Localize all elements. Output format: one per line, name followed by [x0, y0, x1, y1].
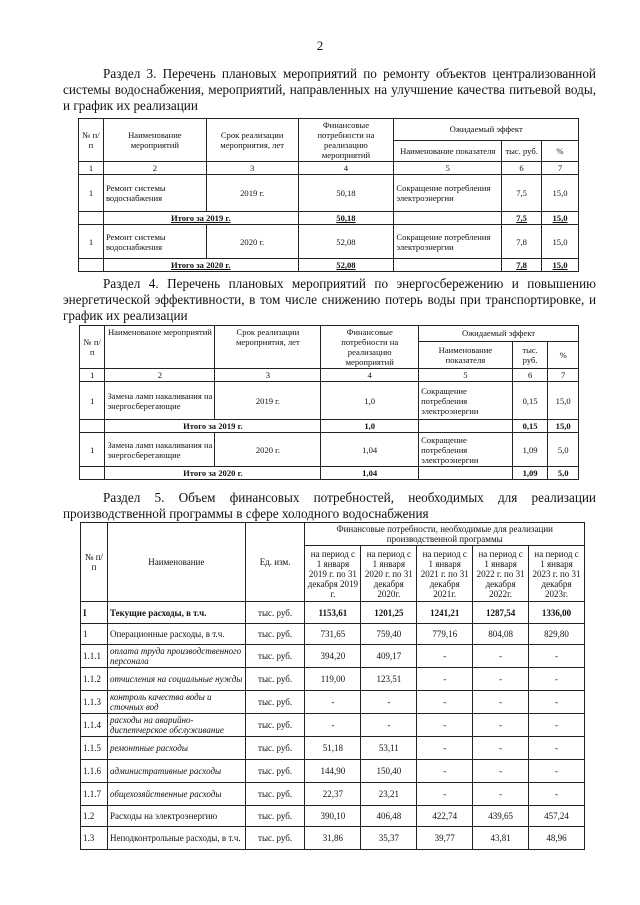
- row-value: 1153,61: [305, 602, 361, 624]
- table-row: 1 Ремонт системы водоснабжения 2020 г. 52,08 Сокращение потребления электроэнергии 7,8 15,0: [79, 225, 579, 259]
- section5-title: Раздел 5. Объем финансовых потребностей, необходимых для реализации производственной программы в сфере холодного водоснабжения: [63, 490, 596, 521]
- header-effect: Ожидаемый эффект: [419, 326, 579, 342]
- row-unit: тыс. руб.: [245, 806, 305, 827]
- header-term: Срок реализации мероприятия, лет: [206, 119, 298, 162]
- row-value: 39,77: [417, 827, 473, 850]
- row-name: расходы на аварийно-диспетчерское обслуживание: [107, 714, 245, 737]
- row-value: 48,96: [529, 827, 585, 850]
- row-unit: тыс. руб.: [245, 602, 305, 624]
- row-num: 1.1.6: [81, 760, 108, 783]
- row-name: ремонтные расходы: [107, 737, 245, 760]
- row-value: 422,74: [417, 806, 473, 827]
- total-row: Итого за 2020 г. 52,08 7,8 15,0: [79, 259, 579, 272]
- header-finance: Финансовые потребности на реализацию мероприятий: [321, 326, 419, 369]
- row-num: 1.3: [81, 827, 108, 850]
- header-group: Финансовые потребности, необходимые для реализации производственной программы: [305, 523, 585, 546]
- row-value: -: [417, 714, 473, 737]
- row-value: 53,11: [361, 737, 417, 760]
- table-row: [81, 668, 585, 691]
- total-row: Итого за 2019 г. 1,0 0,15 15,0: [80, 420, 579, 433]
- header-unit: Ед. изм.: [245, 523, 305, 602]
- row-value: -: [529, 714, 585, 737]
- row-name: Текущие расходы, в т.ч.: [107, 602, 245, 624]
- row-value: -: [417, 668, 473, 691]
- row-num: 1.1.7: [81, 783, 108, 806]
- header-rub: тыс. руб.: [502, 140, 542, 162]
- row-value: -: [417, 737, 473, 760]
- row-num: 1.1.4: [81, 714, 108, 737]
- row-value: 409,17: [361, 645, 417, 668]
- column-numbers: 1 2 3 4 5 6 7: [80, 369, 579, 382]
- row-value: 1336,00: [529, 602, 585, 624]
- row-value: -: [473, 737, 529, 760]
- row-value: 390,10: [305, 806, 361, 827]
- row-value: 144,90: [305, 760, 361, 783]
- header-num: № п/п: [79, 119, 104, 162]
- row-value: -: [529, 645, 585, 668]
- row-unit: тыс. руб.: [245, 737, 305, 760]
- row-value: -: [473, 668, 529, 691]
- row-value: -: [473, 645, 529, 668]
- row-value: -: [473, 760, 529, 783]
- total-row: Итого за 2020 г. 1,04 1,09 5,0: [80, 467, 579, 480]
- header-name: Наименование мероприятий: [105, 326, 215, 369]
- row-value: -: [417, 691, 473, 714]
- table-row: [81, 737, 585, 760]
- header-period: на период с 1 января 2021 г. по 31 декабря 2021г.: [417, 546, 473, 602]
- section5-table: [80, 522, 585, 850]
- row-value: -: [417, 760, 473, 783]
- row-value: -: [417, 783, 473, 806]
- row-value: 804,08: [473, 624, 529, 645]
- row-unit: тыс. руб.: [245, 624, 305, 645]
- row-unit: тыс. руб.: [245, 714, 305, 737]
- row-value: -: [529, 760, 585, 783]
- table-row: [81, 602, 585, 624]
- row-value: 22,37: [305, 783, 361, 806]
- header-indicator: Наименование показателя: [419, 341, 513, 368]
- row-value: 829,80: [529, 624, 585, 645]
- row-num: 1.2: [81, 806, 108, 827]
- column-numbers: 1 2 3 4 5 6 7: [79, 162, 579, 175]
- table-row: [81, 691, 585, 714]
- row-unit: тыс. руб.: [245, 827, 305, 850]
- row-name: административные расходы: [107, 760, 245, 783]
- header-num: № п/п: [81, 523, 108, 602]
- table-row: [81, 624, 585, 645]
- row-value: 23,21: [361, 783, 417, 806]
- row-value: -: [305, 714, 361, 737]
- row-value: -: [529, 691, 585, 714]
- row-num: 1.1.2: [81, 668, 108, 691]
- header-pct: %: [542, 140, 579, 162]
- header-name: Наименование: [107, 523, 245, 602]
- row-value: 123,51: [361, 668, 417, 691]
- page-number: 2: [316, 38, 324, 53]
- row-num: 1: [81, 624, 108, 645]
- row-value: -: [361, 691, 417, 714]
- header-num: № п/п: [80, 326, 105, 369]
- row-value: 31,86: [305, 827, 361, 850]
- row-value: -: [473, 783, 529, 806]
- row-value: 759,40: [361, 624, 417, 645]
- row-value: 35,37: [361, 827, 417, 850]
- row-num: I: [81, 602, 108, 624]
- row-value: 394,20: [305, 645, 361, 668]
- row-value: -: [305, 691, 361, 714]
- header-rub: тыс. руб.: [512, 341, 548, 368]
- table-row: [81, 714, 585, 737]
- row-name: Расходы на электроэнергию: [107, 806, 245, 827]
- row-value: 43,81: [473, 827, 529, 850]
- section3-table: [78, 118, 579, 272]
- row-value: 119,00: [305, 668, 361, 691]
- row-value: -: [417, 645, 473, 668]
- row-value: -: [473, 714, 529, 737]
- row-unit: тыс. руб.: [245, 691, 305, 714]
- row-value: 51,18: [305, 737, 361, 760]
- row-unit: тыс. руб.: [245, 760, 305, 783]
- row-value: -: [529, 783, 585, 806]
- header-term: Срок реализации мероприятия, лет: [215, 326, 321, 369]
- header-period: на период с 1 января 2022 г. по 31 декабря 2022г.: [473, 546, 529, 602]
- header-period: на период с 1 января 2023 г. по 31 декабря 2023г.: [529, 546, 585, 602]
- row-value: 439,65: [473, 806, 529, 827]
- section4-title: Раздел 4. Перечень плановых мероприятий по энергосбережению и повышению энергетической эффективности, в том числе снижению потерь воды при транспортировке, и график их реализации: [63, 276, 596, 323]
- header-indicator: Наименование показателя: [394, 140, 502, 162]
- table-row: 1 Ремонт системы водоснабжения 2019 г. 50,18 Сокращение потребления электроэнергии 7,5 15,0: [79, 175, 579, 212]
- header-pct: %: [548, 341, 579, 368]
- row-value: 457,24: [529, 806, 585, 827]
- row-value: -: [361, 714, 417, 737]
- row-unit: тыс. руб.: [245, 645, 305, 668]
- header-period: на период с 1 января 2020 г. по 31 декабря 2020г.: [361, 546, 417, 602]
- row-name: отчисления на социальные нужды: [107, 668, 245, 691]
- row-unit: тыс. руб.: [245, 668, 305, 691]
- table-row: [81, 645, 585, 668]
- row-name: Неподконтрольные расходы, в т.ч.: [107, 827, 245, 850]
- row-unit: тыс. руб.: [245, 783, 305, 806]
- row-name: оплата труда производственного персонала: [107, 645, 245, 668]
- row-value: 406,48: [361, 806, 417, 827]
- row-value: 779,16: [417, 624, 473, 645]
- row-value: 1241,21: [417, 602, 473, 624]
- table-row: 1 Замена ламп накаливания на энергосберегающие 2019 г. 1,0 Сокращение потребления электроэнергии 0,15 15,0: [80, 382, 579, 420]
- table-row: [81, 806, 585, 827]
- row-value: -: [529, 737, 585, 760]
- row-name: общехозяйственные расходы: [107, 783, 245, 806]
- row-value: -: [473, 691, 529, 714]
- row-name: контроль качества воды и сточных вод: [107, 691, 245, 714]
- table-row: [81, 827, 585, 850]
- header-period: на период с 1 января 2019 г. по 31 декабря 2019 г.: [305, 546, 361, 602]
- header-effect: Ожидаемый эффект: [394, 119, 579, 141]
- row-value: 1201,25: [361, 602, 417, 624]
- row-num: 1.1.3: [81, 691, 108, 714]
- row-value: -: [529, 668, 585, 691]
- header-name: Наименование мероприятий: [103, 119, 206, 162]
- total-row: Итого за 2019 г. 50,18 7,5 15,0: [79, 212, 579, 225]
- table-row: [81, 760, 585, 783]
- row-num: 1.1.1: [81, 645, 108, 668]
- section3-title: Раздел 3. Перечень плановых мероприятий по ремонту объектов централизованной системы водоснабжения, мероприятий, направленных на улучшение качества питьевой воды, и график их реализации: [63, 66, 596, 113]
- row-name: Операционные расходы, в т.ч.: [107, 624, 245, 645]
- section4-table: [79, 325, 579, 480]
- row-num: 1.1.5: [81, 737, 108, 760]
- row-value: 731,65: [305, 624, 361, 645]
- table-row: [81, 783, 585, 806]
- header-finance: Финансовые потребности на реализацию мероприятий: [298, 119, 394, 162]
- row-value: 1287,54: [473, 602, 529, 624]
- table-row: 1 Замена ламп накаливания на энергосберегающие 2020 г. 1,04 Сокращение потребления электроэнергии 1,09 5,0: [80, 433, 579, 467]
- row-value: 150,40: [361, 760, 417, 783]
